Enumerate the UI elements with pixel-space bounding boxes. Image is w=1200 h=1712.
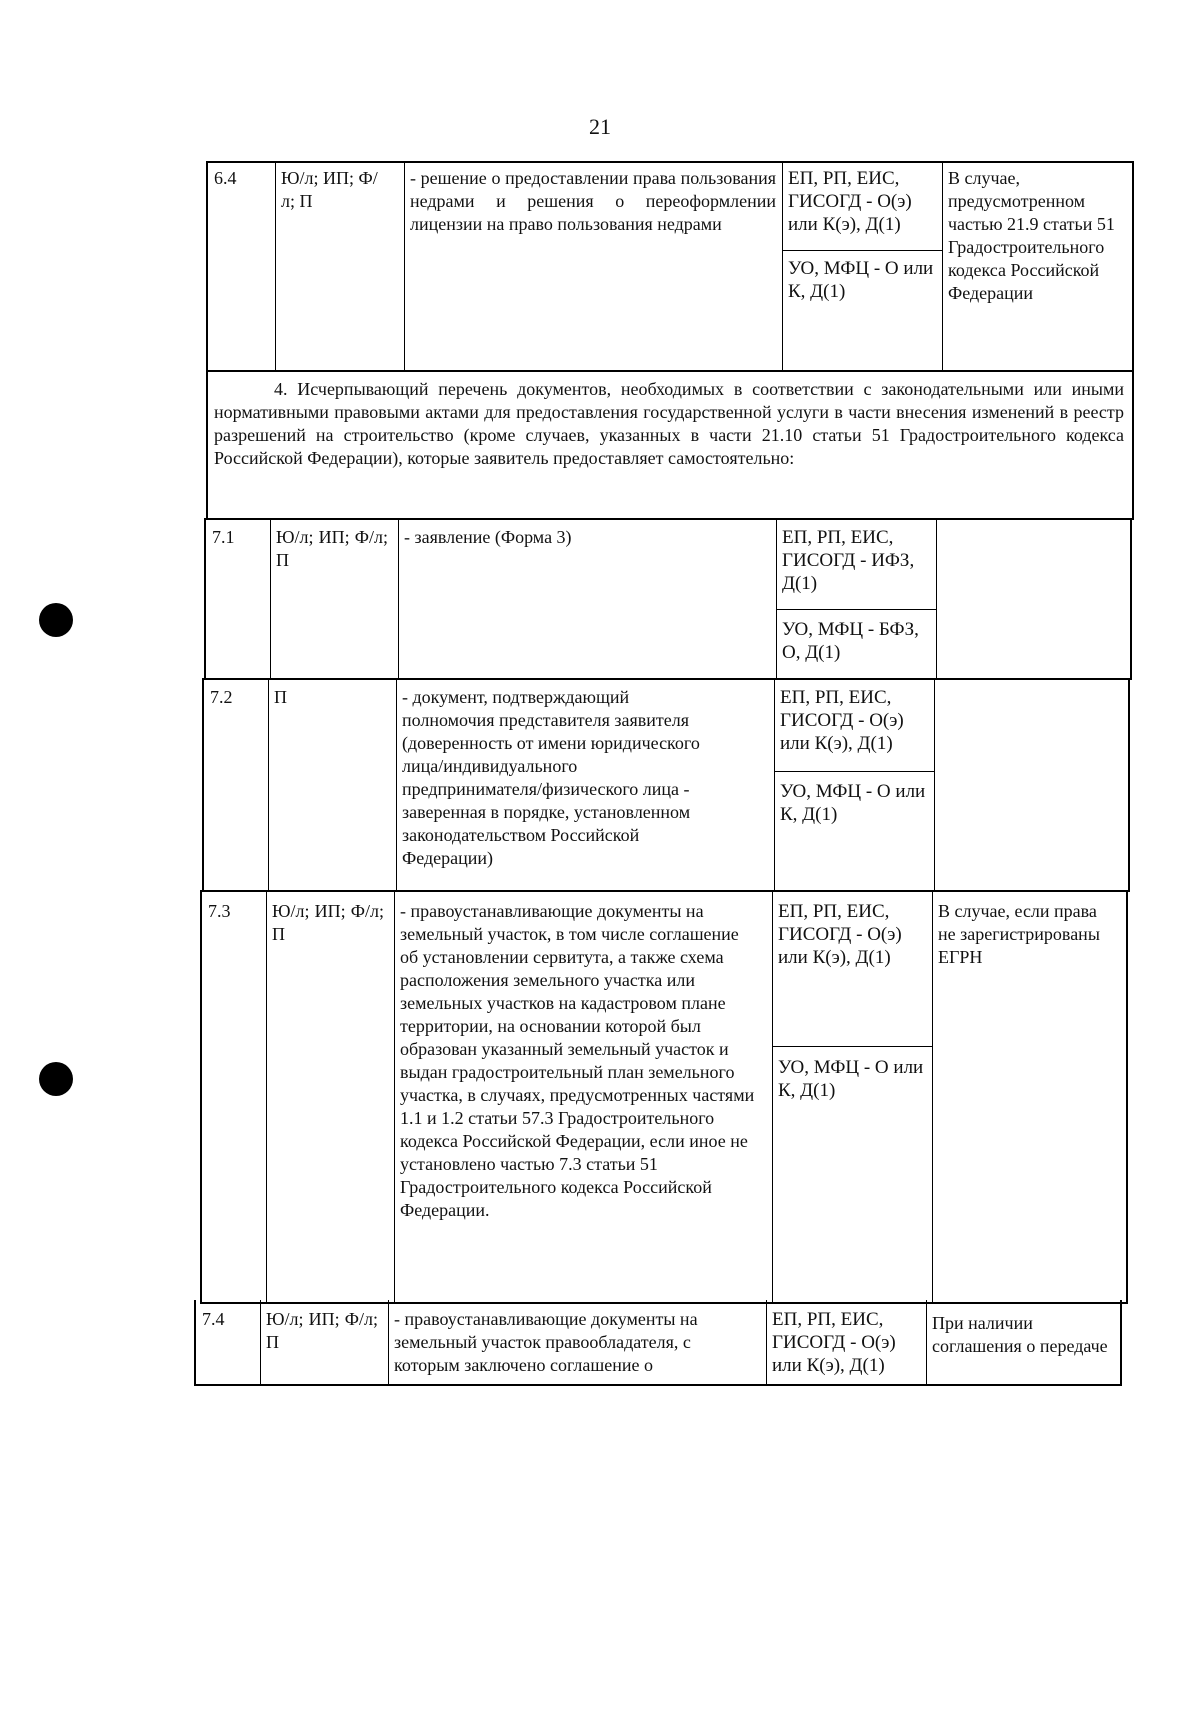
applicant-category: Ю/л; ИП; Ф/л; П — [281, 168, 378, 211]
note: При наличии соглашения о передаче — [932, 1313, 1108, 1356]
note: В случае, если права не зарегистрированы ЕГРН — [938, 901, 1100, 967]
table-row-7-4 — [194, 1300, 1122, 1386]
document-name: - решение о предоставлении права пользования недрами и решения о переоформлении лицензии на право пользования недрами — [410, 168, 776, 234]
table-row-7-2 — [202, 678, 1130, 892]
punch-hole — [39, 1062, 73, 1096]
row-number: 7.1 — [212, 527, 235, 547]
document-name: - заявление (Форма 3) — [404, 527, 572, 547]
submission-channel-office: УО, МФЦ - О или К, Д(1) — [778, 1057, 924, 1101]
row-number: 7.3 — [208, 901, 231, 921]
submission-channel-online: ЕП, РП, ЕИС, ГИСОГД - О(э) или К(э), Д(1) — [778, 901, 902, 968]
applicant-category: Ю/л; ИП; Ф/л; П — [272, 901, 384, 944]
table-row-6-4 — [206, 161, 1134, 372]
row-number: 7.2 — [210, 687, 233, 707]
submission-channel-office: УО, МФЦ - БФЗ, О, Д(1) — [782, 619, 919, 663]
row-number: 7.4 — [202, 1309, 225, 1329]
submission-channel-office: УО, МФЦ - О или К, Д(1) — [780, 781, 926, 825]
applicant-category: Ю/л; ИП; Ф/л; П — [276, 527, 388, 570]
row-number: 6.4 — [214, 168, 237, 188]
submission-channel-online: ЕП, РП, ЕИС, ГИСОГД - ИФЗ, Д(1) — [782, 527, 915, 594]
submission-channel-office: УО, МФЦ - О или К, Д(1) — [788, 258, 934, 302]
page-number: 21 — [589, 114, 611, 139]
applicant-category: Ю/л; ИП; Ф/л; П — [266, 1309, 378, 1352]
document-name: - правоустанавливающие документы на земельный участок, в том числе соглашение об установлении сервитута, а также схема расположения земельного участка или земельных участков на кадастровом плане территории, на основании которой был образован указанный земельный участок и выдан градостроительный план земельного участка, в случаях, предусмотренных частями 1.1 и 1.2 статьи 57.3 Градостроительного кодекса Российской Федерации, если иное не установлено частью 7.3 статьи 51 Градостроительного кодекса Российской Федерации. — [400, 901, 755, 1220]
note: В случае, предусмотренном частью 21.9 статьи 51 Градостроительного кодекса Российской Федерации — [948, 168, 1115, 303]
submission-channel-online: ЕП, РП, ЕИС, ГИСОГД - О(э) или К(э), Д(1) — [772, 1309, 896, 1376]
table-row-7-1 — [204, 518, 1132, 680]
submission-channel-online: ЕП, РП, ЕИС, ГИСОГД - О(э) или К(э), Д(1) — [788, 168, 912, 235]
submission-channel-online: ЕП, РП, ЕИС, ГИСОГД - О(э) или К(э), Д(1) — [780, 687, 904, 754]
section-heading: 4. Исчерпывающий перечень документов, необходимых в соответствии с законодательными или иными нормативными правовыми актами для предоставления государственной услуги в части внесения изменений в реестр разрешений на строительство (кроме случаев, указанных в части 21.10 статьи 51 Градостроительного кодекса Российской Федерации), которые заявитель предоставляет самостоятельно: — [214, 379, 1124, 468]
document-name: - документ, подтверждающий полномочия представителя заявителя (доверенность от имени юридического лица/индивидуального предпринимателя/физического лица - заверенная в порядке, установленном законодательством Российской Федерации) — [402, 687, 700, 868]
applicant-category: П — [274, 687, 287, 707]
punch-hole — [39, 603, 73, 637]
section-heading-block — [206, 368, 1134, 520]
document-name: - правоустанавливающие документы на земельный участок правообладателя, с которым заключено соглашение о — [394, 1309, 698, 1375]
table-row-7-3 — [200, 890, 1128, 1304]
